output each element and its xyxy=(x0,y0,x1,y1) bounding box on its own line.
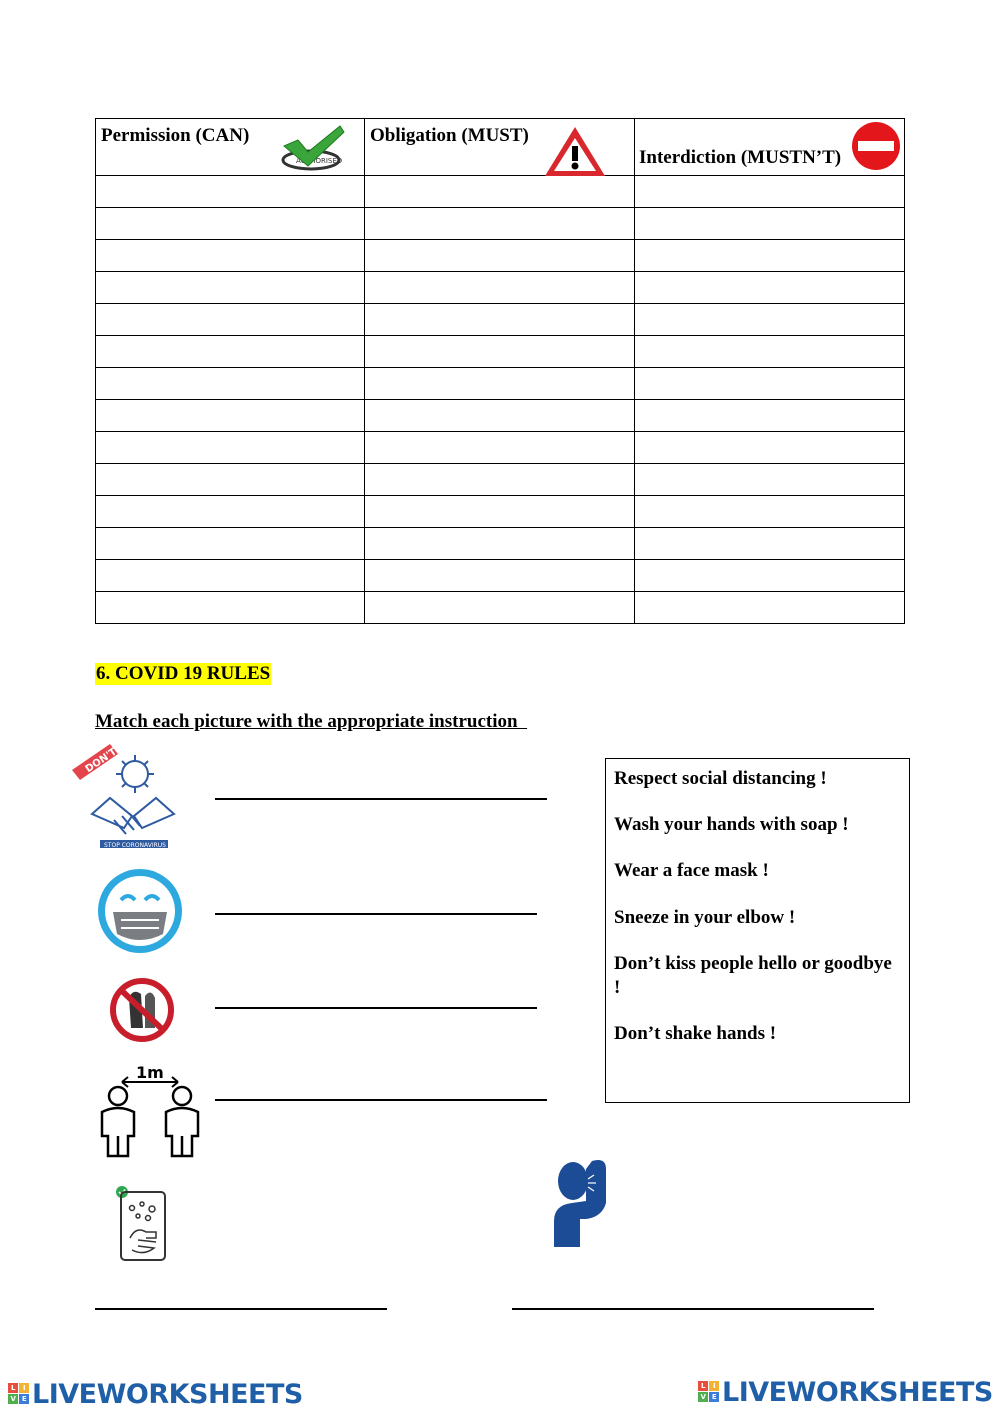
table-cell[interactable] xyxy=(365,432,635,464)
table-cell[interactable] xyxy=(365,176,635,208)
table-cell[interactable] xyxy=(365,560,635,592)
table-row xyxy=(96,304,905,336)
table-cell[interactable] xyxy=(635,304,905,336)
face-mask-icon xyxy=(95,866,185,956)
table-cell[interactable] xyxy=(635,496,905,528)
table-cell[interactable] xyxy=(635,208,905,240)
header-label-interdiction: Interdiction (MUSTN’T) xyxy=(639,147,842,168)
warning-triangle-icon xyxy=(543,124,607,178)
table-cell[interactable] xyxy=(365,240,635,272)
table-cell[interactable] xyxy=(635,176,905,208)
section-title: 6. COVID 19 RULES xyxy=(96,663,271,684)
rule-no-handshake[interactable]: Don’t shake hands ! xyxy=(614,1023,777,1044)
table-cell[interactable] xyxy=(635,272,905,304)
table-cell[interactable] xyxy=(365,272,635,304)
table-cell[interactable] xyxy=(635,560,905,592)
answer-line-3[interactable] xyxy=(215,1007,537,1009)
table-row xyxy=(96,400,905,432)
table-cell[interactable] xyxy=(635,464,905,496)
table-cell[interactable] xyxy=(635,528,905,560)
table-row xyxy=(96,176,905,208)
rule-no-kiss[interactable]: Don’t kiss people hello or goodbye ! xyxy=(614,953,892,998)
table-row xyxy=(96,208,905,240)
table-cell[interactable] xyxy=(365,496,635,528)
table-row xyxy=(96,336,905,368)
table-cell[interactable] xyxy=(365,336,635,368)
table-row xyxy=(96,240,905,272)
hand-washing-icon xyxy=(112,1182,172,1266)
table-cell[interactable] xyxy=(96,272,365,304)
rule-wash-hands[interactable]: Wash your hands with soap ! xyxy=(614,814,849,835)
no-handshake-icon xyxy=(70,742,190,856)
table-cell[interactable] xyxy=(365,464,635,496)
table-cell[interactable] xyxy=(96,464,365,496)
header-permission xyxy=(96,119,365,176)
table-cell[interactable] xyxy=(635,240,905,272)
table-row xyxy=(96,368,905,400)
footer-brand-text-left: LIVEWORKSHEETS xyxy=(32,1379,303,1410)
table-cell[interactable] xyxy=(635,336,905,368)
no-entry-icon xyxy=(850,120,902,172)
table-cell[interactable] xyxy=(365,208,635,240)
table-row xyxy=(96,560,905,592)
matching-instruction: Match each picture with the appropriate instruction xyxy=(95,711,528,732)
rules-box xyxy=(605,758,910,1103)
table-cell[interactable] xyxy=(96,208,365,240)
table-cell[interactable] xyxy=(635,592,905,624)
liveworksheets-logo-icon: L I V E xyxy=(8,1383,30,1405)
table-cell[interactable] xyxy=(365,528,635,560)
no-kissing-icon xyxy=(107,968,177,1050)
table-cell[interactable] xyxy=(365,592,635,624)
footer-brand-text-right: LIVEWORKSHEETS xyxy=(722,1377,993,1408)
table-cell[interactable] xyxy=(635,368,905,400)
table-cell[interactable] xyxy=(96,176,365,208)
table-row xyxy=(96,592,905,624)
header-obligation xyxy=(365,119,635,176)
svg-text:AUTHORISED: AUTHORISED xyxy=(296,157,343,165)
table-cell[interactable] xyxy=(96,432,365,464)
footer-brand-left xyxy=(8,1379,303,1410)
table-header-row xyxy=(96,119,905,176)
table-cell[interactable] xyxy=(635,400,905,432)
header-interdiction xyxy=(635,119,905,176)
table-row xyxy=(96,464,905,496)
table-row xyxy=(96,272,905,304)
table-row xyxy=(96,432,905,464)
table-cell[interactable] xyxy=(365,304,635,336)
table-cell[interactable] xyxy=(96,496,365,528)
header-label-permission: Permission (CAN) xyxy=(101,125,250,146)
answer-line-2[interactable] xyxy=(215,913,537,915)
table-cell[interactable] xyxy=(96,528,365,560)
check-mark-icon xyxy=(278,122,348,174)
header-label-obligation: Obligation (MUST) xyxy=(370,125,529,146)
answer-line-4[interactable] xyxy=(215,1099,547,1101)
rule-social-distancing[interactable]: Respect social distancing ! xyxy=(614,768,827,789)
table-cell[interactable] xyxy=(96,400,365,432)
sneeze-in-elbow-icon xyxy=(550,1157,614,1249)
table-cell[interactable] xyxy=(96,240,365,272)
liveworksheets-logo-icon: L I V E xyxy=(698,1381,720,1403)
distance-label: 1m xyxy=(136,1063,164,1082)
rule-face-mask[interactable]: Wear a face mask ! xyxy=(614,860,769,881)
answer-line-1[interactable] xyxy=(215,798,547,800)
rule-sneeze-elbow[interactable]: Sneeze in your elbow ! xyxy=(614,907,796,928)
answer-line-6[interactable] xyxy=(512,1308,874,1310)
social-distance-icon xyxy=(96,1062,204,1160)
stop-coronavirus-label: STOP CORONAVIRUS xyxy=(104,842,166,849)
table-cell[interactable] xyxy=(365,368,635,400)
classification-table xyxy=(95,118,905,624)
table-cell[interactable] xyxy=(96,304,365,336)
table-row xyxy=(96,496,905,528)
table-cell[interactable] xyxy=(96,336,365,368)
dont-label: DON'T xyxy=(83,746,119,776)
table-cell[interactable] xyxy=(96,592,365,624)
table-cell[interactable] xyxy=(365,400,635,432)
table-cell[interactable] xyxy=(96,560,365,592)
table-cell[interactable] xyxy=(96,368,365,400)
table-row xyxy=(96,528,905,560)
footer-brand-right xyxy=(698,1377,993,1408)
answer-line-5[interactable] xyxy=(95,1308,387,1310)
table-cell[interactable] xyxy=(635,432,905,464)
